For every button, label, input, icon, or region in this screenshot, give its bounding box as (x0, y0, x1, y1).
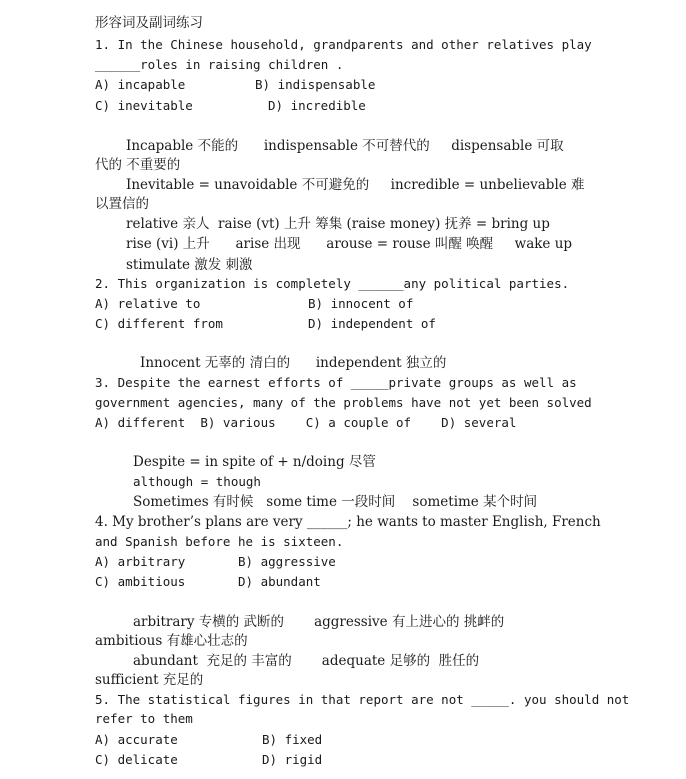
q1-option-d: D) incredible (268, 98, 366, 113)
q1-note-line-1: Incapable 不能的 indispensable 不可替代的 dispensable 可取 (126, 138, 564, 154)
q4-note-line-1: arbitrary 专横的 武断的 aggressive 有上进心的 挑衅的 (133, 614, 505, 630)
q2-note-line-1: Innocent 无辜的 清白的 independent 独立的 (140, 355, 447, 371)
page-title: 形容词及副词练习 (95, 15, 203, 31)
q5-text-line-2: refer to them (95, 711, 193, 726)
q2-option-a: A) relative to (95, 296, 201, 311)
q3-text-line-1: 3. Despite the earnest efforts of _____private groups as well as (95, 375, 577, 390)
q3-options: A) different B) various C) a couple of D) several (95, 415, 517, 430)
q4-option-a: A) arbitrary (95, 554, 186, 569)
q1-text-line-2: ______roles in raising children . (95, 57, 344, 72)
q2-option-b: B) innocent of (308, 296, 414, 311)
q1-note-line-3: Inevitable = unavoidable 不可避免的 incredible = unbelievable 难 (126, 177, 585, 193)
q3-note-line-1: Despite = in spite of + n/doing 尽管 (133, 454, 376, 470)
q4-option-c: C) ambitious (95, 574, 186, 589)
q1-note-line-5: relative 亲人 raise (vt) 上升 筹集 (raise money) 抚养 = bring up (126, 216, 550, 232)
q1-note-line-6: rise (vi) 上升 arise 出现 arouse = rouse 叫醒 唤醒 wake up (126, 236, 573, 252)
q4-note-line-4: sufficient 充足的 (95, 672, 204, 688)
q1-note-line-7: stimulate 激发 刺激 (126, 257, 253, 273)
q3-text-line-2: government agencies, many of the problems have not yet been solved (95, 395, 592, 410)
q2-option-c: C) different from (95, 316, 223, 331)
q1-option-c: C) inevitable (95, 98, 193, 113)
q5-option-c: C) delicate (95, 752, 178, 767)
q4-text-line-1: 4. My brother’s plans are very ______; he wants to master English, French (95, 514, 601, 530)
q5-option-d: D) rigid (262, 752, 323, 767)
q5-option-a: A) accurate (95, 732, 178, 747)
q4-option-d: D) abundant (238, 574, 321, 589)
q1-option-b: B) indispensable (255, 77, 376, 92)
q2-text-line-1: 2. This organization is completely ______any political parties. (95, 276, 570, 291)
q3-note-line-3: Sometimes 有时候 some time 一段时间 sometime 某个时间 (133, 494, 538, 510)
q5-text-line-1: 5. The statistical figures in that report are not _____. you should not (95, 692, 630, 707)
q1-note-line-4: 以置信的 (95, 196, 149, 212)
q1-note-line-2: 代的 不重要的 (95, 157, 181, 173)
q4-note-line-3: abundant 充足的 丰富的 adequate 足够的 胜任的 (133, 653, 480, 669)
q5-option-b: B) fixed (262, 732, 323, 747)
q1-text-line-1: 1. In the Chinese household, grandparents and other relatives play (95, 37, 592, 52)
q2-option-d: D) independent of (308, 316, 436, 331)
q4-text-line-2: and Spanish before he is sixteen. (95, 534, 344, 549)
q3-note-line-2: although = though (133, 474, 261, 489)
q4-option-b: B) aggressive (238, 554, 336, 569)
q1-option-a: A) incapable (95, 77, 186, 92)
q4-note-line-2: ambitious 有雄心壮志的 (95, 633, 248, 649)
